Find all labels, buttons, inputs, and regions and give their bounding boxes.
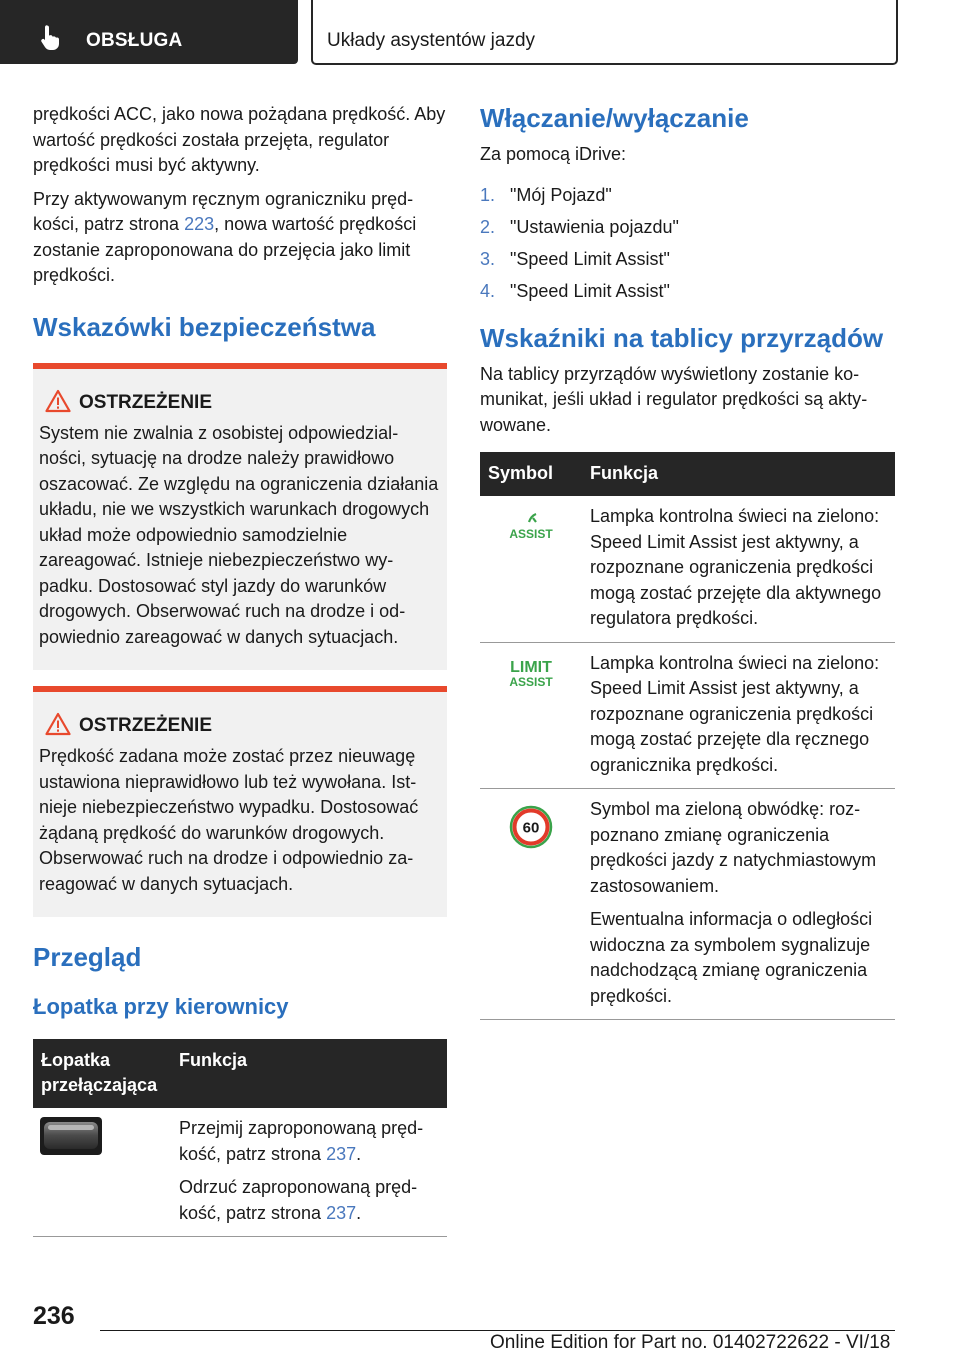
table-header-cell: Funkcja [171,1039,447,1108]
table-row [480,789,895,1020]
symbol-cell [480,496,582,642]
table-row [33,1108,447,1237]
page-link[interactable]: 237 [326,1202,357,1223]
chapter-tab [311,0,898,65]
steps-list [480,182,895,310]
step-text: "Speed Limit Assist" [510,280,670,301]
function-text: Ewentualna informacja o odległości widoczna za symbolem sygnalizuje nadchodzącą zmianę ograniczenia prędkości. [590,909,873,1006]
table-row [480,496,895,642]
list-item [480,214,895,246]
page-number: 236 [33,1302,75,1330]
step-text: "Ustawienia pojazdu" [510,216,679,237]
speed-sign-60-icon [509,805,553,849]
section-label: OBSŁUGA [86,30,183,51]
step-number: 3. [480,248,496,269]
function-text: Symbol ma zieloną obwódkę: rozpoznano zmianę ograniczenia prędkości jazdy z natychmiastowym zastosowaniem. [590,799,877,896]
chapter-title: Układy asystentów jazdy [327,30,536,51]
overview-heading: Przegląd [33,942,142,972]
function-cell [582,496,895,642]
indicators-heading: Wskaźniki na tablicy przyrządów [480,322,884,353]
right-column [480,102,895,1020]
paddle-switch-icon [39,1116,103,1156]
table-header-row [33,1039,447,1108]
table-header-cell: Symbol [480,452,582,496]
step-number: 4. [480,280,496,301]
symbol-cell [480,642,582,789]
assist-icon [505,510,557,542]
paddle-table [33,1039,447,1237]
function-text: Lampka kontrolna świeci na zielono: Speed Limit Assist jest aktywny, a rozpoznane ograniczenia prędkości mogą zostać przejęte dla ręcznego ogranicznika prędkości. [590,652,880,775]
list-item [480,182,895,214]
step-text: "Mój Pojazd" [510,184,612,205]
left-column [33,102,447,1237]
warning-body: System nie zwalnia z osobistej odpowiedzialności, sytuację na drodze należy prawidłowo oszacować. Ze względu na ograniczenia działania układu, nie we wszystkich warunkach drogowych układ może odpowiednio samodzielnie zareagować. Istnieje niebezpieczeństwo wypadku. Dostosować styl jazdy do warunków drogowych. Obserwować ruch na drodze i odpowiednio zareagować w danych sytuacjach. [39,422,439,647]
warning-box [33,363,447,671]
warning-title-text: OSTRZEŻENIE [79,715,213,736]
function-cell [171,1108,447,1237]
symbol-table [480,452,895,1020]
warning-triangle-icon [45,712,71,736]
limit-assist-icon [505,657,557,691]
limit-icon-text: LIMIT [510,658,552,676]
symbol-cell [33,1108,171,1237]
text: Przejmij zaproponowaną prędkość, patrz strona [179,1118,424,1164]
text: Przy aktywowanym ręcznym ograniczniku prędkości, patrz strona [33,188,414,234]
warning-title [39,714,439,738]
function-text [179,1116,439,1167]
page-header [0,0,960,66]
speed-sign-text: 60 [522,819,540,837]
table-row [480,642,895,789]
text: Odrzuć zaproponowaną prędkość, patrz strona [179,1177,418,1223]
list-item [480,246,895,278]
warning-triangle-icon [45,389,71,413]
table-header-row [480,452,895,496]
indicators-intro: Na tablicy przyrządów wyświetlony zostanie komunikat, jeśli układ i regulator prędkości są aktywowane. [480,363,868,435]
step-number: 1. [480,184,496,205]
idrive-intro: Za pomocą iDrive: [480,144,627,164]
warning-title-text: OSTRZEŻENIE [79,391,213,413]
warning-box [33,686,447,917]
paragraph: prędkości ACC, jako nowa pożądana prędkość. Aby wartość prędkości została przejęta, regulator prędkości musi być aktywny. [33,104,446,175]
step-text: "Speed Limit Assist" [510,248,670,269]
step-number: 2. [480,216,496,237]
paragraph [33,187,447,289]
function-cell [582,642,895,789]
assist-icon-text: ASSIST [509,674,553,689]
page-link[interactable]: 223 [184,214,215,234]
footer-divider [100,1330,895,1331]
text: , nowa wartość prędkości zostanie zaproponowana do przejęcia jako limit prędkości. [33,214,417,285]
onoff-heading: Włączanie/wyłączanie [480,103,749,133]
function-cell [582,789,895,1020]
table-header-cell: Funkcja [582,452,895,496]
function-text [179,1175,439,1226]
safety-heading: Wskazówki bezpieczeństwa [33,311,376,342]
page-link[interactable]: 237 [326,1143,357,1164]
list-item [480,278,895,310]
warning-title [39,391,439,415]
warning-body: Prędkość zadana może zostać przez nieuwagę ustawiona nieprawidłowo lub też wywołana. Istnieje niebezpieczeństwo wypadku. Dostosować żądaną prędkość do warunków drogowych. Obserwować ruch na drodze i odpowiednio zareagować w danych sytuacjach. [39,746,419,894]
text: . [356,1202,362,1223]
section-tab [0,0,298,64]
paddle-heading: Łopatka przy kierownicy [33,994,289,1019]
function-text: Lampka kontrolna świeci na zielono: Speed Limit Assist jest aktywny, a rozpoznane ograniczenia prędkości mogą zostać przejęte dla aktywnego regulatora prędkości. [590,506,882,628]
hand-pointer-icon [40,24,62,50]
symbol-cell [480,789,582,1020]
edition-text: Online Edition for Part no. 01402722622 - VI/18 [490,1332,891,1353]
assist-icon-text: ASSIST [509,527,553,541]
text: . [356,1143,362,1164]
table-header-cell: Łopatka przełączająca [33,1039,171,1108]
